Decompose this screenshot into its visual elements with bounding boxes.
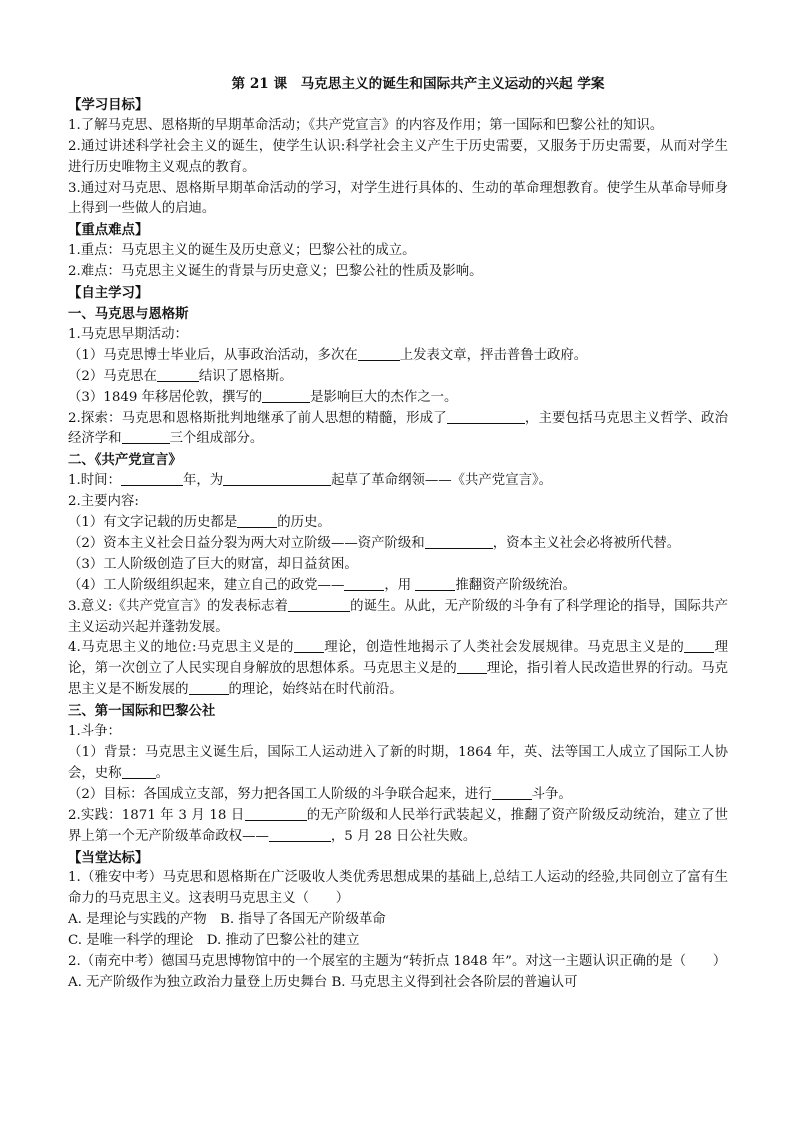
test-question: 2.（南充中考）德国马克思博物馆中的一个展室的主题为“转折点 1848 年”。对这一主题认识正确的是（ ） — [68, 954, 727, 970]
answer-blank[interactable] — [245, 806, 307, 821]
goal-item: 3.通过对马克思、恩格斯早期革命活动的学习，对学生进行具体的、生动的革命理想教育。使学生从革命导师身上得到一些做人的启迪。 — [68, 180, 728, 217]
answer-blank[interactable] — [415, 576, 455, 591]
answer-blank[interactable] — [121, 471, 183, 486]
section-heading-in-class-test: 【当堂达标】 — [68, 849, 149, 866]
question: 3.意义:《共产党宣言》的发表标志着 的诞生。从此，无产阶级的斗争有了科学理论的指导，国际共产主义运动兴起并蓬勃发展。 — [68, 598, 728, 635]
question: （2）马克思在 结识了恩格斯。 — [68, 368, 293, 384]
section-heading-self-study: 【自主学习】 — [68, 285, 149, 302]
question: 4.马克思主义的地位:马克思主义是的 理论，创造性地揭示了人类社会发展规律。马克思主义是的 理论，第一次创立了人民实现自身解放的思想体系。马克思主义是的 理论，指引着人民改造世界的行动。马克思主义是不断发展的 的理论，始终站在时代前沿。 — [68, 640, 729, 698]
question: （1）有文字记载的历史都是 的历史。 — [68, 515, 331, 531]
question: （1）背景：马克思主义诞生后，国际工人运动进入了新的时期，1864 年，英、法等国工人成立了国际工人协会，史称 。 — [68, 745, 728, 781]
answer-blank[interactable] — [294, 638, 324, 653]
page-title: 第 21 课 马克思主义的诞生和国际共产主义运动的兴起 学案 — [231, 76, 605, 92]
answer-blank[interactable] — [269, 827, 331, 842]
question: 1.马克思早期活动： — [68, 326, 188, 342]
answer-blank[interactable] — [344, 576, 384, 591]
answer-blank[interactable] — [425, 534, 493, 549]
question: 2.实践：1871 年 3 月 18 日 的无产阶级和人民举行武装起义，推翻了资产阶级反动统治，建立了世界上第一个无产阶级革命政权—— ，5 月 28 日公社失败。 — [68, 807, 728, 844]
worksheet-page — [68, 74, 728, 994]
question: （4）工人阶级组织起来，建立自己的政党—— ，用 推翻资产阶级统治。 — [68, 577, 576, 593]
test-options: A. 无产阶级作为独立政治力量登上历史舞台 B. 马克思主义得到社会各阶层的普遍认可 — [68, 974, 578, 990]
question: （1）马克思博士毕业后，从事政治活动，多次在 上发表文章，抨击普鲁士政府。 — [68, 347, 588, 363]
test-question: 1.（雅安中考）马克思和恩格斯在广泛吸收人类优秀思想成果的基础上,总结工人运动的经验,共同创立了富有生命力的马克思主义。这表明马克思主义（ ） — [68, 870, 728, 907]
question: 2.主要内容: — [68, 494, 139, 510]
answer-blank[interactable] — [122, 764, 156, 779]
part-heading-first-international: 三、第一国际和巴黎公社 — [68, 703, 216, 720]
question: （2）目标：各国成立支部，努力把各国工人阶级的斗争联合起来，进行 斗争。 — [68, 786, 572, 802]
question: 1.斗争： — [68, 724, 121, 740]
answer-blank[interactable] — [358, 346, 400, 361]
goal-item: 1.了解马克思、恩格斯的早期革命活动；《共产党宣言》的内容及作用；第一国际和巴黎公社的知识。 — [68, 117, 664, 133]
part-heading-manifesto: 二、《共产党宣言》 — [68, 452, 182, 469]
answer-blank[interactable] — [457, 659, 487, 674]
answer-blank[interactable] — [122, 429, 170, 444]
answer-blank[interactable] — [684, 638, 714, 653]
answer-blank[interactable] — [157, 367, 199, 382]
test-options: C. 是唯一科学的理论 D. 推动了巴黎公社的建立 — [68, 933, 360, 949]
answer-blank[interactable] — [223, 471, 331, 486]
answer-blank[interactable] — [492, 785, 532, 800]
answer-blank[interactable] — [237, 513, 277, 528]
goal-item: 2.通过讲述科学社会主义的诞生，使学生认识:科学社会主义产生于历史需要，又服务于历史需要，从而对学生进行历史唯物主义观点的教育。 — [68, 138, 728, 175]
key-item: 2.难点：马克思主义诞生的背景与历史意义；巴黎公社的性质及影响。 — [68, 264, 483, 280]
test-options: A. 是理论与实践的产物 B. 指导了各国无产阶级革命 — [68, 912, 386, 928]
question: 1.时间： 年，为 起草了革命纲领——《共产党宣言》。 — [68, 473, 553, 489]
question: （3）1849 年移居伦敦，撰写的 是影响巨大的杰作之一。 — [68, 389, 458, 405]
key-item: 1.重点：马克思主义的诞生及历史意义；巴黎公社的成立。 — [68, 243, 416, 259]
part-heading-marx-engels: 一、马克思与恩格斯 — [68, 305, 189, 322]
section-heading-goals: 【学习目标】 — [68, 96, 149, 113]
question: 2.探索：马克思和恩格斯批判地继承了前人思想的精髓，形成了 ，主要包括马克思主义哲学、政治经济学和 三个组成部分。 — [68, 410, 729, 447]
answer-blank[interactable] — [447, 409, 525, 424]
answer-blank[interactable] — [288, 597, 350, 612]
answer-blank[interactable] — [189, 680, 229, 695]
section-heading-key: 【重点难点】 — [68, 222, 149, 239]
question: （2）资本主义社会日益分裂为两大对立阶级——资产阶级和 ，资本主义社会必将被所代替。 — [68, 535, 681, 551]
question: （3）工人阶级创造了巨大的财富，却日益贫困。 — [68, 556, 358, 572]
answer-blank[interactable] — [262, 388, 310, 403]
